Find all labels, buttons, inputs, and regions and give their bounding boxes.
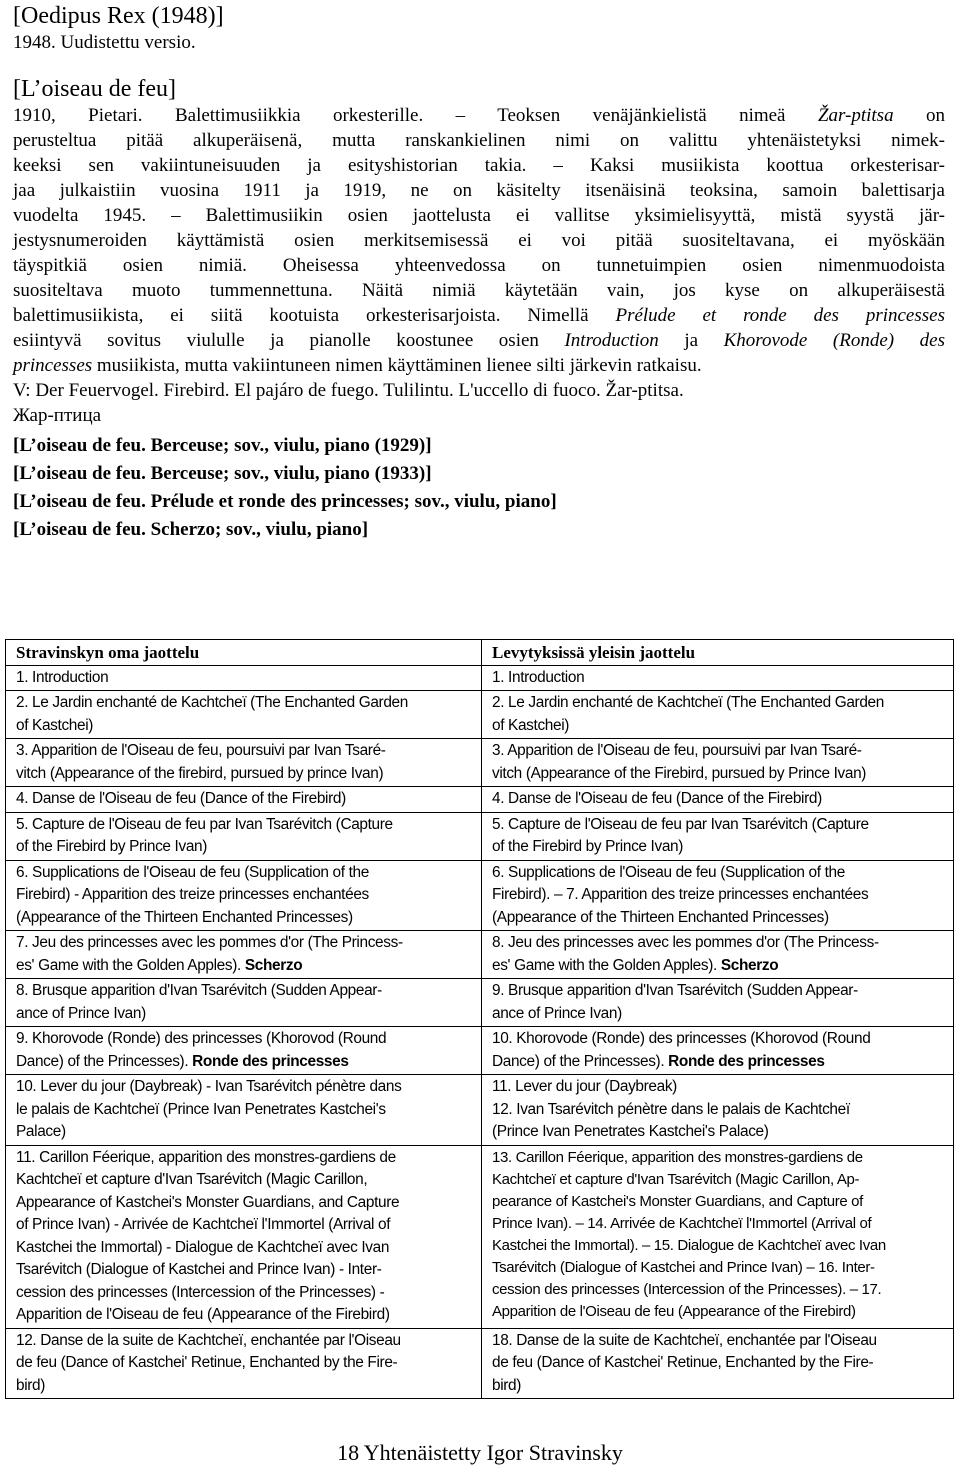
cell-line [16,692,471,715]
cell-text: 6. Supplications de l'Oiseau de feu (Supplication of the [16,863,369,881]
cell-line [492,740,943,763]
cell-text: 8. Jeu des princesses avec les pommes d'or (The Princess- [492,934,879,951]
cell-text: Kachtcheï et capture d'Ivan Tsarévitch (Magic Carillon, Ap- [492,1170,860,1188]
cell-text: ance of Prince Ivan) [492,1004,622,1022]
cell-stravinsky [6,739,482,787]
cell-line [492,1121,943,1144]
cell-text: 10. Lever du jour (Daybreak) - Ivan Tsarévitch pénètre dans [16,1078,402,1095]
cell-line [492,1279,943,1301]
cell-recordings [482,1027,954,1075]
cell-recordings [482,812,954,860]
cell-stravinsky [6,931,482,979]
cell-text: 3. Apparition de l'Oiseau de feu, poursuivi par Ivan Tsaré- [16,742,386,759]
table-row [6,1328,954,1399]
cell-text: 6. Supplications de l'Oiseau de feu (Supplication of the [492,863,845,881]
table-row [6,979,954,1027]
cell-text: 12. Danse de la suite de Kachtcheï, enchantée par l'Oiseau [16,1331,401,1349]
body-line: keeksi sen vakiintuneisuuden ja esityshistorian takia. – Kaksi musiikista koottua orkesterisar- [13,155,945,176]
cell-text: Firebird) - Apparition des treize princesses enchantées [16,886,369,903]
cell-text: vitch (Appearance of the firebird, pursued by prince Ivan) [16,764,384,782]
document-page [13,0,945,544]
cell-text: 12. Ivan Tsarévitch pénètre dans le palais de Kachtcheï [492,1100,850,1118]
cell-line [492,932,943,955]
cell-stravinsky [6,665,482,691]
cell-text: de feu (Dance of Kastchei' Retinue, Enchanted by the Fire- [16,1354,398,1371]
cell-line [492,1375,943,1398]
table-row [6,1145,954,1328]
cell-text: of Kastchei) [16,716,94,734]
cell-recordings [482,1075,954,1146]
cell-line [492,692,943,715]
cell-stravinsky [6,1027,482,1075]
cell-text: Dance) of the Princesses). [16,1052,193,1070]
body-line: jestysnumeroiden käyttämistä osien merkitsemisessä ei voi pitää suositeltavana, ei myöskään [13,230,945,251]
cell-text: 8. Brusque apparition d'Ivan Tsarévitch (Sudden Appear- [16,982,382,999]
cell-text: 3. Apparition de l'Oiseau de feu, poursuivi par Ivan Tsaré- [492,742,862,759]
cell-text: 2. Le Jardin enchanté de Kachtcheï (The Enchanted Garden [16,694,408,711]
cell-line [492,1169,943,1191]
cell-text: bird) [16,1376,46,1394]
cell-line [16,1099,471,1122]
preferred-name: Ronde des princesses [192,1052,349,1070]
cell-recordings [482,691,954,739]
body-line: V: Der Feuervogel. Firebird. El pajáro de fuego. Tulilintu. L'uccello di fuoco. Žar-ptitsa. [13,380,684,401]
cell-text: Kastchei the Immortal). – 15. Dialogue de Kachtcheï avec Ivan [492,1236,886,1254]
cell-text: Dance) of the Princesses). [492,1052,669,1070]
cell-line [16,1304,471,1327]
cell-recordings [482,739,954,787]
table-row [6,812,954,860]
body-line: perusteltua pitää alkuperäisenä, mutta ranskankielinen nimi on valittu yhtenäistetyksi nimek- [13,130,945,151]
cell-line [492,715,943,738]
cell-line [492,1191,943,1213]
cell-line [492,884,943,907]
cell-line [16,1214,471,1237]
cell-line [492,1235,943,1257]
cell-text: of the Firebird by Prince Ivan) [492,838,684,855]
cell-line [492,788,943,811]
cell-text: Apparition de l'Oiseau de feu (Appearance of the Firebird) [16,1306,390,1323]
cell-stravinsky [6,860,482,931]
cell-text: pearance of Kastchei's Monster Guardians, and Capture of [492,1192,863,1210]
cell-line [492,763,943,786]
cell-line [492,1301,943,1323]
cell-stravinsky [6,1328,482,1399]
table-row [6,787,954,813]
cell-line [492,1257,943,1279]
cell-text: 4. Danse de l'Oiseau de feu (Dance of the Firebird) [492,790,822,807]
cell-line [492,1003,943,1026]
cell-line [492,1099,943,1122]
cell-text: 9. Brusque apparition d'Ivan Tsarévitch (Sudden Appear- [492,982,858,999]
cell-text: 4. Danse de l'Oiseau de feu (Dance of the Firebird) [16,790,346,807]
cell-line [16,980,471,1003]
body-line: vuodelta 1945. – Balettimusiikin osien jaottelusta ei vallitse yksimielisyyttä, mistä syystä jär- [13,205,945,226]
table-row [6,1027,954,1075]
cell-line [16,932,471,955]
cell-line [16,1147,471,1170]
cell-line [16,1237,471,1260]
cell-recordings [482,931,954,979]
table-row [6,739,954,787]
cell-text: de feu (Dance of Kastchei' Retinue, Enchanted by the Fire- [492,1354,874,1371]
cell-text: Palace) [16,1123,66,1140]
preferred-name: Ronde des princesses [668,1052,825,1070]
cell-text: Prince Ivan). – 14. Arrivée de Kachtcheï l'Immortel (Arrival of [492,1214,872,1232]
cell-line [16,788,471,811]
arrangement-list [13,432,945,544]
cell-text: (Prince Ivan Penetrates Kastchei's Palace) [492,1123,769,1140]
cell-line [16,1259,471,1282]
cell-text: Appearance of Kastchei's Monster Guardians, and Capture [16,1193,400,1211]
cell-text: 1. Introduction [492,668,585,686]
cell-recordings [482,979,954,1027]
cell-recordings [482,860,954,931]
cell-line [16,907,471,930]
cell-text: le palais de Kachtcheï (Prince Ivan Penetrates Kastchei's [16,1100,386,1118]
cell-text: 10. Khorovode (Ronde) des princesses (Khorovod (Round [492,1030,871,1047]
cell-line [16,1169,471,1192]
body-line: jaa julkaistiin vuosina 1911 ja 1919, ne on käsitelty itsenäisinä teoksina, samoin balettisarja [13,180,945,201]
cell-line [16,1282,471,1305]
table-row [6,665,954,691]
cell-text: of Kastchei) [492,716,570,734]
table-row [6,860,954,931]
cell-text: 1. Introduction [16,668,109,686]
cell-line [16,1028,471,1051]
cell-line [492,1051,943,1074]
cell-text: ance of Prince Ivan) [16,1004,146,1022]
cell-line [492,1076,943,1099]
cell-line [16,1003,471,1026]
cell-text: Firebird). – 7. Apparition des treize princesses enchantées [492,886,869,903]
cell-stravinsky [6,812,482,860]
cell-line [492,1352,943,1375]
cell-text: of Prince Ivan) - Arrivée de Kachtcheï l'Immortel (Arrival of [16,1216,391,1233]
cell-text: cession des princesses (Intercession of the Princesses). – 17. [492,1280,882,1298]
cell-stravinsky [6,979,482,1027]
body-line: balettimusiikista, ei siitä kootuista orkesterisarjoista. Nimellä Prélude et ronde des princesses [13,305,945,326]
cell-line [16,1192,471,1215]
body-line: suositeltava muoto tummennettuna. Näitä nimiä käytetään vain, jos kyse on alkuperäisestä [13,280,945,301]
cell-line [16,884,471,907]
work-title-oiseau: [L’oiseau de feu] [13,76,177,102]
cell-text: (Appearance of the Thirteen Enchanted Princesses) [492,908,829,926]
work-note-oedipus: 1948. Uudistettu versio. [13,32,196,53]
cell-recordings [482,787,954,813]
body-line: Жар-птица [13,405,102,426]
arrangement-entry: [L’oiseau de feu. Prélude et ronde des princesses; sov., viulu, piano] [13,491,557,512]
cell-line [16,1352,471,1375]
cell-text: vitch (Appearance of the Firebird, pursued by Prince Ivan) [492,764,867,782]
cell-stravinsky [6,1145,482,1328]
cell-recordings [482,1328,954,1399]
cell-line [492,836,943,859]
cell-text: 2. Le Jardin enchanté de Kachtcheï (The Enchanted Garden [492,694,884,711]
page-footer: 18 Yhtenäistetty Igor Stravinsky [337,1440,623,1465]
cell-line [492,1147,943,1169]
column-header-recordings: Levytyksissä yleisin jaottelu [482,640,954,666]
body-line: täyspitkiä osien nimiä. Oheisessa yhteenvedossa on tunnetuimpien osien nimenmuodoista [13,255,945,276]
cell-text: of the Firebird by Prince Ivan) [16,838,208,855]
column-header-stravinsky: Stravinskyn oma jaottelu [6,640,482,666]
cell-line [16,763,471,786]
cell-text: Tsarévitch (Dialogue of Kastchei and Prince Ivan) – 16. Inter- [492,1258,875,1276]
table-row [6,1075,954,1146]
cell-line [492,907,943,930]
cell-line [16,1076,471,1099]
cell-text: 18. Danse de la suite de Kachtcheï, enchantée par l'Oiseau [492,1331,877,1349]
cell-text: Apparition de l'Oiseau de feu (Appearance of the Firebird) [492,1302,856,1320]
cell-line [16,1051,471,1074]
cell-line [16,955,471,978]
work-title-oedipus: [Oedipus Rex (1948)] [13,3,224,29]
preferred-name: Scherzo [244,956,303,974]
cell-text: 5. Capture de l'Oiseau de feu par Ivan Tsarévitch (Capture [16,815,393,833]
cell-line [16,862,471,885]
arrangement-entry: [L’oiseau de feu. Berceuse; sov., viulu, piano (1929)] [13,435,432,456]
cell-text: 13. Carillon Féerique, apparition des monstres-gardiens de [492,1148,863,1166]
cell-text: es' Game with the Golden Apples). [16,956,245,974]
cell-stravinsky [6,787,482,813]
cell-stravinsky [6,691,482,739]
cell-line [492,1213,943,1235]
body-line: 1910, Pietari. Balettimusiikkia orkesterille. – Teoksen venäjänkielistä nimeä Žar-ptitsa on [13,105,946,126]
cell-text: bird) [492,1376,522,1394]
cell-text: Kastchei the Immortal) - Dialogue de Kachtcheï avec Ivan [16,1238,390,1256]
body-line: princesses musiikista, mutta vakiintuneen nimen käyttäminen lienee silti järkevin ratkaisu. [13,355,702,376]
cell-text: es' Game with the Golden Apples). [492,956,721,974]
cell-line [492,814,943,837]
table-row [6,931,954,979]
table-header-row [6,640,954,666]
work-description [13,103,945,428]
cell-text: 5. Capture de l'Oiseau de feu par Ivan Tsarévitch (Capture [492,815,869,833]
cell-text: Tsarévitch (Dialogue of Kastchei and Prince Ivan) - Inter- [16,1261,382,1278]
cell-line [16,814,471,837]
cell-text: 7. Jeu des princesses avec les pommes d'or (The Princess- [16,934,403,951]
cell-recordings [482,1145,954,1328]
cell-text: 11. Carillon Féerique, apparition des monstres-gardiens de [16,1148,396,1166]
cell-text: 9. Khorovode (Ronde) des princesses (Khorovod (Round [16,1030,387,1047]
cell-line [16,667,471,690]
cell-line [492,862,943,885]
cell-line [492,1028,943,1051]
cell-text: cession des princesses (Intercession of the Princesses) - [16,1283,385,1301]
cell-line [492,955,943,978]
cell-recordings [482,665,954,691]
cell-line [16,1121,471,1144]
cell-line [492,667,943,690]
cell-line [16,1330,471,1353]
cell-line [16,1375,471,1398]
cell-line [16,715,471,738]
cell-line [16,740,471,763]
cell-line [492,980,943,1003]
movement-comparison-table [5,639,954,1399]
cell-text: (Appearance of the Thirteen Enchanted Princesses) [16,908,353,926]
cell-text: 11. Lever du jour (Daybreak) [492,1078,677,1095]
body-line: esiintyvä sovitus viululle ja pianolle koostunee osien Introduction ja Khorovode (Ronde) des [13,330,945,351]
table-row [6,691,954,739]
arrangement-entry: [L’oiseau de feu. Berceuse; sov., viulu, piano (1933)] [13,463,432,484]
cell-text: Kachtcheï et capture d'Ivan Tsarévitch (Magic Carillon, [16,1171,368,1188]
cell-line [16,836,471,859]
preferred-name: Scherzo [720,956,779,974]
cell-line [492,1330,943,1353]
cell-stravinsky [6,1075,482,1146]
arrangement-entry: [L’oiseau de feu. Scherzo; sov., viulu, piano] [13,519,369,540]
